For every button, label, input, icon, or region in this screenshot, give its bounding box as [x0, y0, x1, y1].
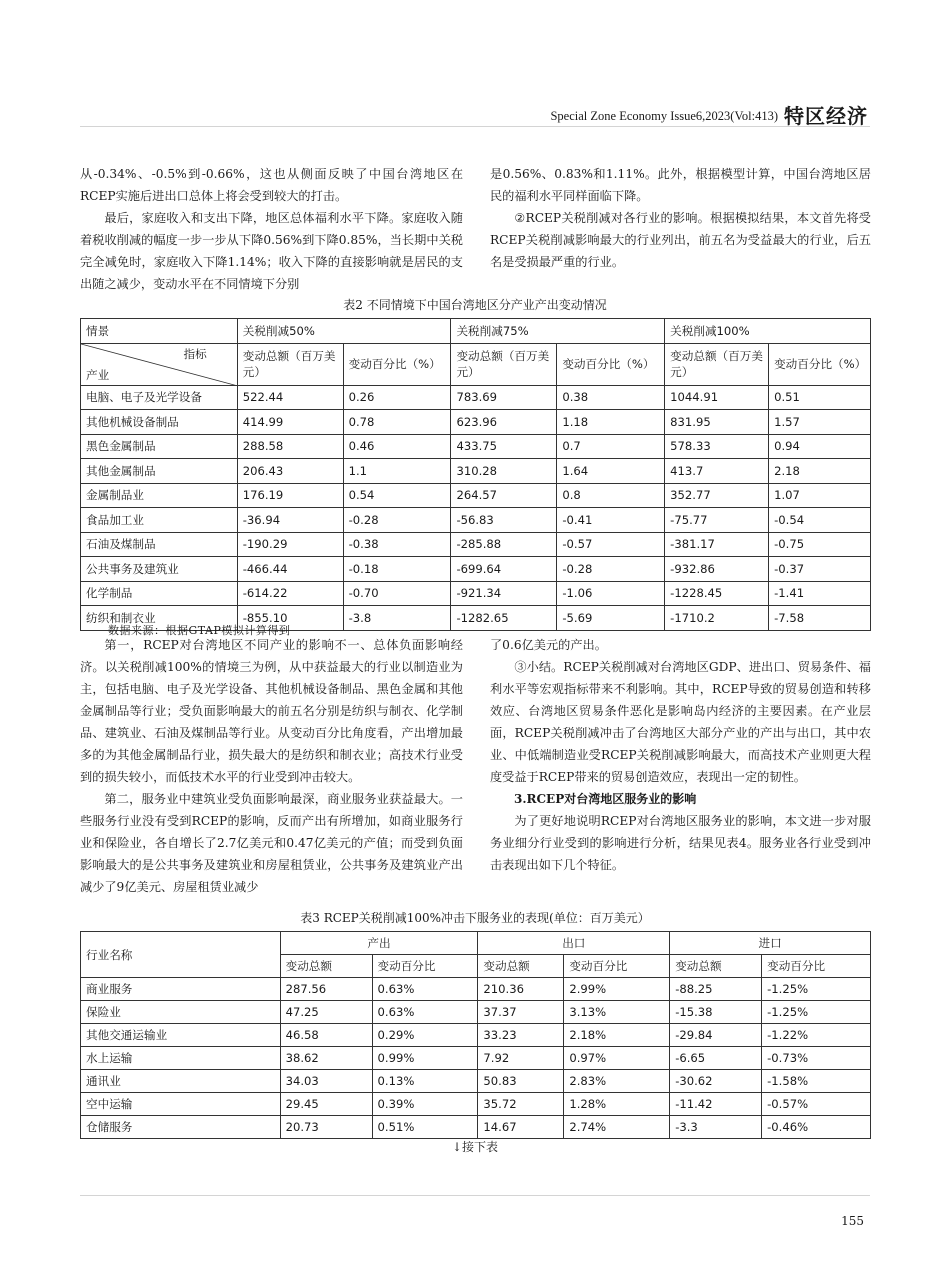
value-cell: -466.44 [237, 557, 343, 582]
sub-pct-header: 变动百分比 [564, 955, 670, 978]
value-cell: -1.58% [762, 1070, 871, 1093]
value-cell: -1.06 [557, 581, 665, 606]
row-label-cell: 空中运输 [81, 1093, 281, 1116]
value-cell: -0.57 [557, 532, 665, 557]
value-cell: -0.46% [762, 1116, 871, 1139]
value-cell: -0.18 [343, 557, 451, 582]
mid-right-column [490, 634, 871, 876]
value-cell: -1282.65 [451, 606, 557, 631]
value-cell: 1.64 [557, 459, 665, 484]
diagonal-header-cell [81, 343, 238, 385]
table-row [81, 978, 871, 1001]
value-cell: 0.13% [372, 1070, 478, 1093]
table3-caption: 表3 RCEP关税削减100%冲击下服务业的表现(单位：百万美元） [300, 911, 650, 925]
row-label-cell: 通讯业 [81, 1070, 281, 1093]
value-cell: -0.41 [557, 508, 665, 533]
value-cell: 0.63% [372, 1001, 478, 1024]
table2-source-note: 数据来源：根据GTAP模拟计算得到 [108, 624, 291, 637]
value-cell: 310.28 [451, 459, 557, 484]
sub-total-header: 变动总额 [478, 955, 564, 978]
table-row [81, 1047, 871, 1070]
value-cell: 33.23 [478, 1024, 564, 1047]
value-cell: 413.7 [665, 459, 769, 484]
value-cell: -56.83 [451, 508, 557, 533]
value-cell: -0.73% [762, 1047, 871, 1070]
table3-body [81, 978, 871, 1139]
value-cell: 0.51 [769, 385, 871, 410]
value-cell: -921.34 [451, 581, 557, 606]
metric-pct-header: 变动百分比（%） [557, 343, 665, 385]
value-cell: 29.45 [280, 1093, 372, 1116]
scenario-header: 关税削减75% [451, 319, 665, 344]
value-cell: 1.07 [769, 483, 871, 508]
value-cell: 0.78 [343, 410, 451, 435]
table-row [81, 459, 871, 484]
value-cell: -855.10 [237, 606, 343, 631]
value-cell: -190.29 [237, 532, 343, 557]
value-cell: 2.99% [564, 978, 670, 1001]
table-row [81, 581, 871, 606]
paragraph: 是0.56%、0.83%和1.11%。此外，根据模型计算，中国台湾地区居民的福利水平同样面临下降。 [490, 167, 871, 203]
value-cell: -285.88 [451, 532, 557, 557]
paragraph: ③小结。RCEP关税削减对台湾地区GDP、进出口、贸易条件、福利水平等宏观指标带来不利影响。其中，RCEP导致的贸易创造和转移效应、台湾地区贸易条件恶化是影响岛内经济的主要因素。在产业层面，RCEP关税削减冲击了台湾地区大部分产业的产出与出口，其中农业、中低端制造业受RCEP关税削减影响最大，而高技术产业则更大程度受益于RCEP带来的贸易创造效应，表现出一定的韧性。 [490, 660, 871, 784]
row-label-cell: 水上运输 [81, 1047, 281, 1070]
indicator-label: 指标 [183, 346, 207, 361]
row-label-cell: 化学制品 [81, 581, 238, 606]
value-cell: 35.72 [478, 1093, 564, 1116]
journal-brand-logo: 特区经济 [784, 104, 868, 128]
sub-total-header: 变动总额 [280, 955, 372, 978]
row-label-cell: 仓储服务 [81, 1116, 281, 1139]
value-cell: -1.22% [762, 1024, 871, 1047]
value-cell: -699.64 [451, 557, 557, 582]
table-row [81, 483, 871, 508]
value-cell: 0.94 [769, 434, 871, 459]
value-cell: 210.36 [478, 978, 564, 1001]
sub-pct-header: 变动百分比 [372, 955, 478, 978]
industry-name-header: 行业名称 [81, 932, 281, 978]
row-label-cell: 其他交通运输业 [81, 1024, 281, 1047]
row-label-cell: 石油及煤制品 [81, 532, 238, 557]
value-cell: 578.33 [665, 434, 769, 459]
scenario-header: 关税削减50% [237, 319, 451, 344]
value-cell: 0.29% [372, 1024, 478, 1047]
value-cell: -0.28 [557, 557, 665, 582]
value-cell: 47.25 [280, 1001, 372, 1024]
table-row [81, 1070, 871, 1093]
value-cell: 1.57 [769, 410, 871, 435]
value-cell: 0.7 [557, 434, 665, 459]
row-label-cell: 商业服务 [81, 978, 281, 1001]
value-cell: 0.97% [564, 1047, 670, 1070]
group-header: 出口 [478, 932, 670, 955]
table-row [81, 385, 871, 410]
journal-issue-header: Special Zone Economy Issue6,2023(Vol:413) [550, 109, 778, 123]
value-cell: 34.03 [280, 1070, 372, 1093]
value-cell: 206.43 [237, 459, 343, 484]
metric-pct-header: 变动百分比（%） [343, 343, 451, 385]
value-cell: 264.57 [451, 483, 557, 508]
paragraph: 从-0.34%、-0.5%到-0.66%，这也从侧面反映了中国台湾地区在RCEP实施后进出口总体上将会受到较大的打击。 [80, 167, 463, 203]
row-label-cell: 金属制品业 [81, 483, 238, 508]
value-cell: 1.1 [343, 459, 451, 484]
paragraph: ②RCEP关税削减对各行业的影响。根据模拟结果，本文首先将受RCEP关税削减影响最大的行业列出，前五名为受益最大的行业，后五名是受损最严重的行业。 [490, 211, 871, 269]
value-cell: 0.8 [557, 483, 665, 508]
header-divider [80, 126, 870, 127]
value-cell: 176.19 [237, 483, 343, 508]
value-cell: -3.8 [343, 606, 451, 631]
value-cell: 14.67 [478, 1116, 564, 1139]
value-cell: 3.13% [564, 1001, 670, 1024]
value-cell: 0.26 [343, 385, 451, 410]
value-cell: 0.63% [372, 978, 478, 1001]
metric-total-header: 变动总额（百万美元） [665, 343, 769, 385]
value-cell: -1.25% [762, 978, 871, 1001]
metric-total-header: 变动总额（百万美元） [237, 343, 343, 385]
value-cell: -3.3 [670, 1116, 762, 1139]
table-row [81, 508, 871, 533]
value-cell: 831.95 [665, 410, 769, 435]
footer-divider [80, 1195, 870, 1196]
row-label-cell: 其他机械设备制品 [81, 410, 238, 435]
value-cell: -75.77 [665, 508, 769, 533]
table-row [81, 532, 871, 557]
value-cell: 37.37 [478, 1001, 564, 1024]
row-label-cell: 纺织和制衣业 [81, 606, 238, 631]
row-label-cell: 其他金属制品 [81, 459, 238, 484]
value-cell: 522.44 [237, 385, 343, 410]
sub-pct-header: 变动百分比 [762, 955, 871, 978]
industry-label: 产业 [86, 367, 110, 382]
paragraph: 第一，RCEP对台湾地区不同产业的影响不一、总体负面影响经济。以关税削减100%的情境三为例，从中获益最大的行业以制造业为主，包括电脑、电子及光学设备、其他机械设备制品、黑色金属和其他金属制品等行业；受负面影响最大的前五名分别是纺织与制衣、化学制品、建筑业、石油及煤制品等行业。从变动百分比角度看，产出增加最多的为其他金属制品行业，损失最大的是纺织和制衣业；高技术行业受到的损失较小，而低技术水平的行业受到冲击较大。 [80, 638, 463, 784]
value-cell: 433.75 [451, 434, 557, 459]
value-cell: 50.83 [478, 1070, 564, 1093]
value-cell: -381.17 [665, 532, 769, 557]
value-cell: -30.62 [670, 1070, 762, 1093]
value-cell: -0.54 [769, 508, 871, 533]
value-cell: 7.92 [478, 1047, 564, 1070]
paragraph: 最后，家庭收入和支出下降，地区总体福利水平下降。家庭收入随着税收削减的幅度一步一步从下降0.56%到下降0.85%，当长期中关税完全减免时，家庭收入下降1.14%；收入下降的直接影响就是居民的支出随之减少，变动水平在不同情境下分别 [80, 211, 463, 291]
value-cell: 2.83% [564, 1070, 670, 1093]
value-cell: -11.42 [670, 1093, 762, 1116]
page-number: 155 [841, 1214, 864, 1228]
sub-total-header: 变动总额 [670, 955, 762, 978]
section-heading: 3.RCEP对台湾地区服务业的影响 [514, 792, 697, 806]
value-cell: -15.38 [670, 1001, 762, 1024]
table-row [81, 410, 871, 435]
value-cell: 2.74% [564, 1116, 670, 1139]
value-cell: -6.65 [670, 1047, 762, 1070]
table-row [81, 434, 871, 459]
table3 [80, 931, 871, 1139]
table-row [81, 1093, 871, 1116]
table-row [81, 1116, 871, 1139]
value-cell: 0.46 [343, 434, 451, 459]
metric-total-header: 变动总额（百万美元） [451, 343, 557, 385]
table-row [81, 1001, 871, 1024]
paragraph: 为了更好地说明RCEP对台湾地区服务业的影响，本文进一步对服务业细分行业受到的影响进行分析，结果见表4。服务业各行业受到冲击表现出如下几个特征。 [490, 814, 871, 872]
value-cell: -1.25% [762, 1001, 871, 1024]
scenario-header: 关税削减100% [665, 319, 871, 344]
row-label-cell: 公共事务及建筑业 [81, 557, 238, 582]
value-cell: 0.39% [372, 1093, 478, 1116]
table-row [81, 1024, 871, 1047]
value-cell: 38.62 [280, 1047, 372, 1070]
value-cell: -0.37 [769, 557, 871, 582]
table2-caption: 表2 不同情境下中国台湾地区分产业产出变动情况 [343, 298, 607, 312]
paragraph: 第二，服务业中建筑业受负面影响最深，商业服务业获益最大。一些服务行业没有受到RCEP的影响，反而产出有所增加，如商业服务行业和保险业，各自增长了2.7亿美元和0.47亿美元的产值；而受到负面影响最大的是公共事务及建筑业和房屋租赁业，公共事务及建筑业产出减少了9亿美元、房屋租赁业减少 [80, 792, 463, 894]
scenario-label: 情景 [81, 319, 238, 344]
value-cell: 20.73 [280, 1116, 372, 1139]
value-cell: -0.38 [343, 532, 451, 557]
row-label-cell: 电脑、电子及光学设备 [81, 385, 238, 410]
group-header: 进口 [670, 932, 871, 955]
value-cell: 0.99% [372, 1047, 478, 1070]
paragraph: 了0.6亿美元的产出。 [490, 638, 607, 652]
mid-left-column [80, 634, 463, 898]
table2 [80, 318, 871, 631]
row-label-cell: 保险业 [81, 1001, 281, 1024]
value-cell: -932.86 [665, 557, 769, 582]
row-label-cell: 食品加工业 [81, 508, 238, 533]
value-cell: 287.56 [280, 978, 372, 1001]
value-cell: 1.28% [564, 1093, 670, 1116]
value-cell: 623.96 [451, 410, 557, 435]
value-cell: -0.70 [343, 581, 451, 606]
table2-body [81, 385, 871, 630]
top-right-column [490, 163, 871, 273]
value-cell: 1.18 [557, 410, 665, 435]
value-cell: -5.69 [557, 606, 665, 631]
value-cell: 0.54 [343, 483, 451, 508]
value-cell: -614.22 [237, 581, 343, 606]
value-cell: 1044.91 [665, 385, 769, 410]
value-cell: -0.57% [762, 1093, 871, 1116]
value-cell: 783.69 [451, 385, 557, 410]
value-cell: -36.94 [237, 508, 343, 533]
value-cell: 414.99 [237, 410, 343, 435]
row-label-cell: 黑色金属制品 [81, 434, 238, 459]
value-cell: -1.41 [769, 581, 871, 606]
value-cell: -29.84 [670, 1024, 762, 1047]
value-cell: 2.18% [564, 1024, 670, 1047]
metric-pct-header: 变动百分比（%） [769, 343, 871, 385]
value-cell: 46.58 [280, 1024, 372, 1047]
table-row [81, 557, 871, 582]
continued-note: ↓接下表 [451, 1140, 499, 1154]
value-cell: 352.77 [665, 483, 769, 508]
value-cell: -88.25 [670, 978, 762, 1001]
value-cell: -0.75 [769, 532, 871, 557]
value-cell: 0.51% [372, 1116, 478, 1139]
value-cell: -1710.2 [665, 606, 769, 631]
top-left-column [80, 163, 463, 295]
value-cell: 2.18 [769, 459, 871, 484]
value-cell: 0.38 [557, 385, 665, 410]
group-header: 产出 [280, 932, 478, 955]
value-cell: -7.58 [769, 606, 871, 631]
value-cell: 288.58 [237, 434, 343, 459]
value-cell: -0.28 [343, 508, 451, 533]
value-cell: -1228.45 [665, 581, 769, 606]
